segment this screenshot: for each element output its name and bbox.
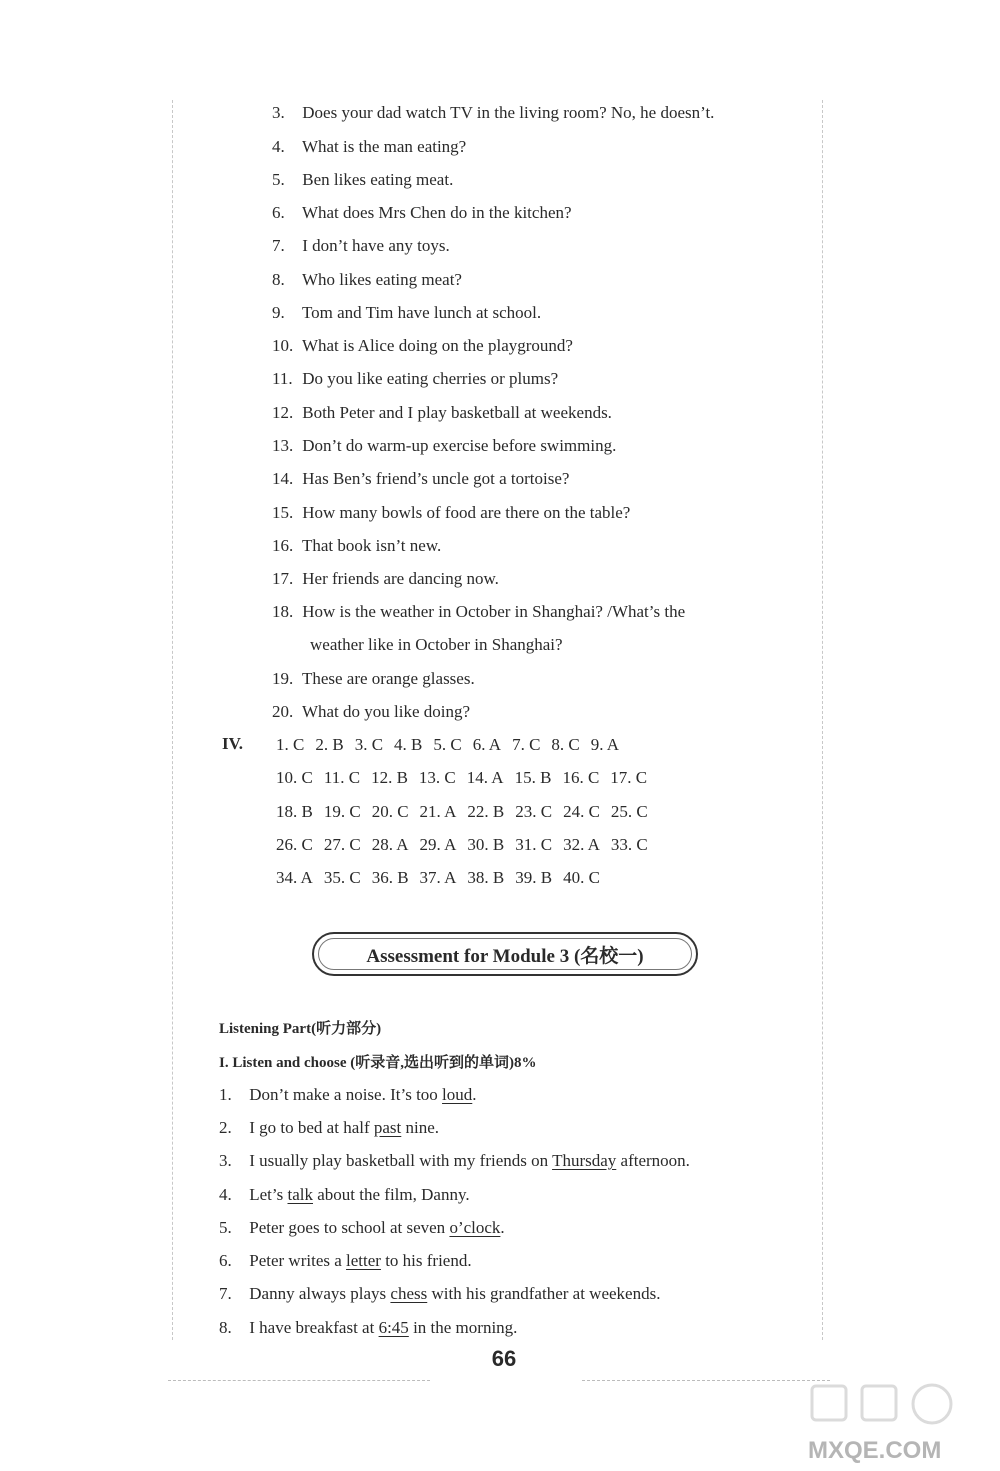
page-number: 66: [491, 1346, 517, 1371]
answer: 2. B: [315, 735, 344, 754]
list-item: 17. Her friends are dancing now.: [272, 569, 499, 588]
list-item: 3. I usually play basketball with my friends on Thursday afternoon.: [219, 1151, 690, 1170]
answer: 26. C: [276, 835, 313, 854]
answer: 1. C: [276, 735, 305, 754]
list-item: 10. What is Alice doing on the playground?: [272, 336, 573, 355]
list-item: 15. How many bowls of food are there on the table?: [272, 503, 631, 522]
list-item: 1. Don’t make a noise. It’s too loud.: [219, 1085, 477, 1104]
answer: 24. C: [563, 802, 600, 821]
section-iv-label: IV.: [222, 734, 243, 753]
list-item: 3. Does your dad watch TV in the living room? No, he doesn’t.: [272, 103, 715, 122]
answer: 12. B: [371, 768, 408, 787]
answer: 7. C: [512, 735, 541, 754]
answer: 17. C: [610, 768, 648, 787]
list-item: 20. What do you like doing?: [272, 702, 471, 721]
answer: 3. C: [354, 735, 384, 754]
answer-word: letter: [346, 1251, 381, 1270]
answer: 14. A: [466, 768, 504, 787]
listening-part-heading: Listening Part(听力部分): [219, 1021, 382, 1037]
answer: 13. C: [418, 768, 456, 787]
list-item: 4. What is the man eating?: [272, 137, 467, 156]
answer: 28. A: [371, 835, 409, 854]
footer-rule-left: [168, 1380, 430, 1381]
list-item: 9. Tom and Tim have lunch at school.: [272, 303, 542, 322]
answer-row: [276, 834, 659, 856]
answer: 34. A: [276, 868, 313, 887]
answer: 22. B: [467, 802, 505, 821]
list-item: 6. What does Mrs Chen do in the kitchen?: [272, 203, 572, 222]
answer: 20. C: [371, 802, 409, 821]
module-banner: [312, 932, 698, 976]
answer-word: o’clock: [449, 1218, 501, 1237]
footer-rule-right: [582, 1380, 830, 1381]
list-item: 5. Peter goes to school at seven o’clock.: [219, 1218, 505, 1237]
list-item: 6. Peter writes a letter to his friend.: [219, 1251, 472, 1270]
list-item: 2. I go to bed at half past nine.: [219, 1118, 440, 1137]
answer: 35. C: [323, 868, 361, 887]
answer: 39. B: [515, 868, 553, 887]
right-margin-rule: [822, 100, 823, 1340]
answer: 23. C: [515, 802, 553, 821]
answer: 40. C: [563, 868, 600, 887]
answer-row: [276, 767, 658, 789]
answer: 6. A: [472, 735, 502, 754]
answer: 19. C: [323, 802, 361, 821]
answer: 31. C: [515, 835, 553, 854]
list-item: 7. Danny always plays chess with his grandfather at weekends.: [219, 1284, 661, 1303]
answer: 4. B: [394, 735, 423, 754]
watermark-text: MXQE.COM: [808, 1437, 942, 1464]
answer-word: chess: [390, 1284, 428, 1303]
list-item: 12. Both Peter and I play basketball at weekends.: [272, 403, 612, 422]
answer: 32. A: [563, 835, 600, 854]
answer-row: [276, 867, 611, 889]
answer: 16. C: [562, 768, 600, 787]
answer-word: past: [373, 1118, 402, 1137]
list-item: 18. How is the weather in October in Shanghai? /What’s the: [272, 602, 686, 621]
left-margin-rule: [172, 100, 173, 1340]
answer-word: 6:45: [378, 1318, 409, 1337]
answer-row: [276, 734, 630, 756]
list-item: 11. Do you like eating cherries or plums?: [272, 369, 559, 388]
list-item-continuation: weather like in October in Shanghai?: [310, 635, 563, 654]
answer: 29. A: [419, 835, 457, 854]
answer-word: talk: [287, 1185, 313, 1204]
answer: 38. B: [467, 868, 505, 887]
list-item: 5. Ben likes eating meat.: [272, 170, 454, 189]
answer: 9. A: [590, 735, 620, 754]
answer: 36. B: [371, 868, 409, 887]
list-item: 16. That book isn’t new.: [272, 536, 442, 555]
answer-word: Thursday: [552, 1151, 617, 1170]
list-item: 19. These are orange glasses.: [272, 669, 475, 688]
answer: 8. C: [551, 735, 580, 754]
answer-row: [276, 801, 659, 823]
answer: 27. C: [323, 835, 361, 854]
list-item: 8. Who likes eating meat?: [272, 270, 462, 289]
answer: 5. C: [433, 735, 462, 754]
list-item: 13. Don’t do warm-up exercise before swimming.: [272, 436, 617, 455]
answer: 21. A: [419, 802, 457, 821]
answer: 30. B: [467, 835, 505, 854]
list-item: 14. Has Ben’s friend’s uncle got a tortoise?: [272, 469, 570, 488]
banner-title: Assessment for Module 3 (名校一): [366, 945, 644, 967]
list-item: 7. I don’t have any toys.: [272, 236, 450, 255]
answer: 25. C: [610, 802, 648, 821]
list-item: 8. I have breakfast at 6:45 in the morning.: [219, 1318, 518, 1337]
answer: 15. B: [514, 768, 552, 787]
section-i-title: I. Listen and choose (听录音,选出听到的单词)8%: [219, 1055, 537, 1071]
answer: 11. C: [323, 768, 361, 787]
list-item: 4. Let’s talk about the film, Danny.: [219, 1185, 470, 1204]
answer: 18. B: [276, 802, 313, 821]
answer: 37. A: [419, 868, 457, 887]
answer: 10. C: [276, 768, 313, 787]
watermark-logo: [800, 1380, 995, 1466]
answer-word: loud: [442, 1085, 473, 1104]
answer: 33. C: [610, 835, 648, 854]
